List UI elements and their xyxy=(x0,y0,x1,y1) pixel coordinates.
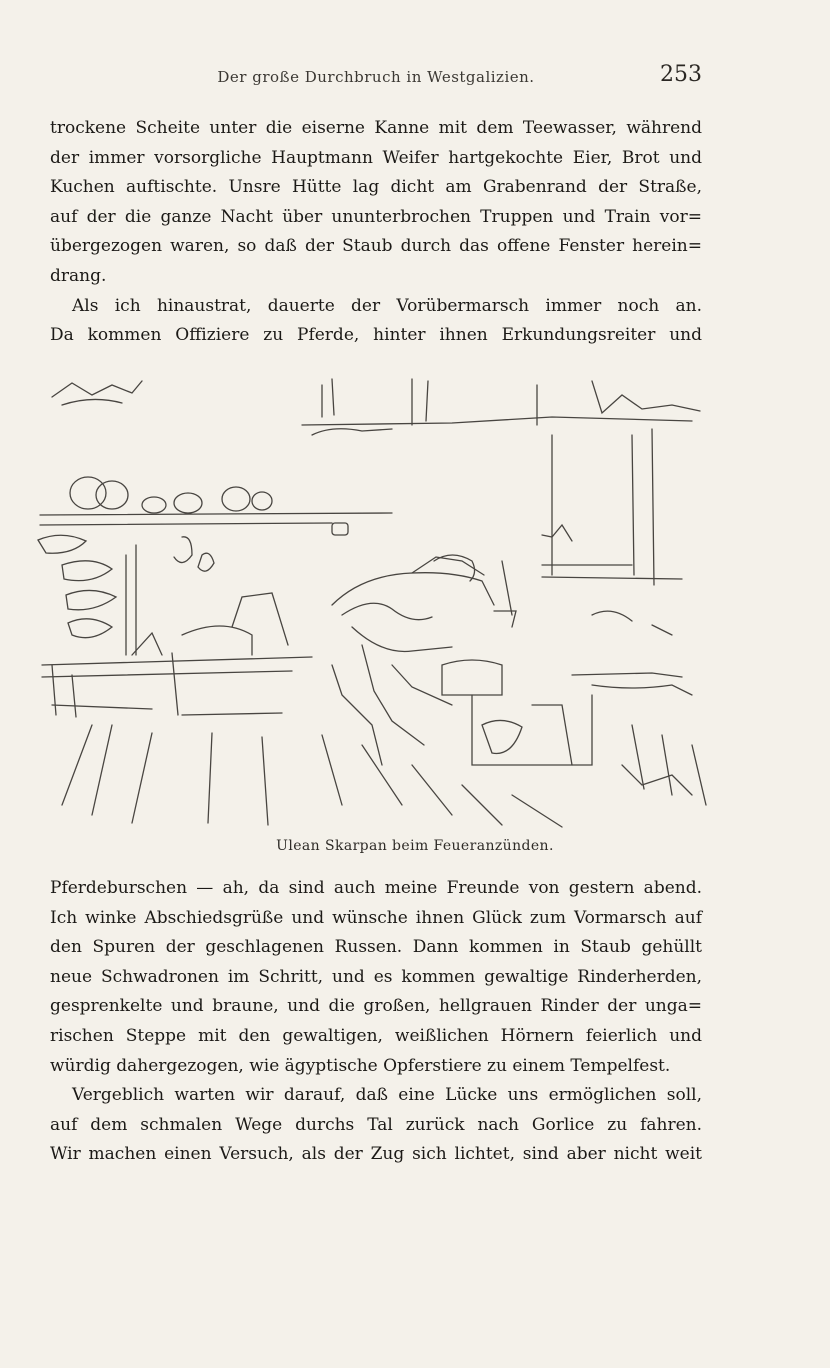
text-line: den Spuren der geschlagenen Russen. Dann kommen in Staub gehüllt xyxy=(50,937,702,958)
text-line: Pferdeburschen — ah, da sind auch meine Freunde von gestern abend. xyxy=(50,878,702,898)
text-line: auf der die ganze Nacht über ununterbrochen Truppen und Train vor= xyxy=(50,206,702,227)
text-block-top xyxy=(50,114,702,351)
text-line: Ich winke Abschiedsgrüße und wünsche ihnen Glück zum Vormarsch auf xyxy=(50,907,702,928)
text-block-bottom xyxy=(50,874,702,1170)
text-line: gesprenkelte und braune, und die großen, hellgrauen Rinder der unga= xyxy=(50,996,702,1017)
page-number: 253 xyxy=(660,62,702,87)
text-line: Da kommen Offiziere zu Pferde, hinter ihnen Erkundungsreiter und xyxy=(50,325,702,346)
text-line: auf dem schmalen Wege durchs Tal zurück nach Gorlice zu fahren. xyxy=(50,1114,702,1135)
page-header xyxy=(50,62,702,92)
text-line: rischen Steppe mit den gewaltigen, weißlichen Hörnern feierlich und xyxy=(50,1025,702,1046)
text-line: neue Schwadronen im Schritt, und es kommen gewaltige Rinderherden, xyxy=(50,966,702,987)
text-line: Kuchen auftischte. Unsre Hütte lag dicht am Grabenrand der Straße, xyxy=(50,177,702,198)
illustration-sketch xyxy=(32,365,714,833)
text-line: trockene Scheite unter die eiserne Kanne mit dem Teewasser, während xyxy=(50,118,702,138)
text-line: der immer vorsorgliche Hauptmann Weifer hartgekochte Eier, Brot und xyxy=(50,147,702,168)
text-line: Wir machen einen Versuch, als der Zug sich lichtet, sind aber nicht weit xyxy=(50,1144,702,1165)
text-line: übergezogen waren, so daß der Staub durch das offene Fenster herein= xyxy=(50,236,702,257)
text-line: drang. xyxy=(50,265,107,286)
text-line: Vergeblich warten wir darauf, daß eine Lücke uns ermöglichen soll, xyxy=(72,1085,702,1106)
text-line: Als ich hinaustrat, dauerte der Vorübermarsch immer noch an. xyxy=(72,295,702,316)
illustration-caption: Ulean Skarpan beim Feueranzünden. xyxy=(276,838,554,854)
running-head: Der große Durchbruch in Westgalizien. xyxy=(217,68,535,86)
text-line: würdig dahergezogen, wie ägyptische Opferstiere zu einem Tempelfest. xyxy=(50,1055,671,1076)
